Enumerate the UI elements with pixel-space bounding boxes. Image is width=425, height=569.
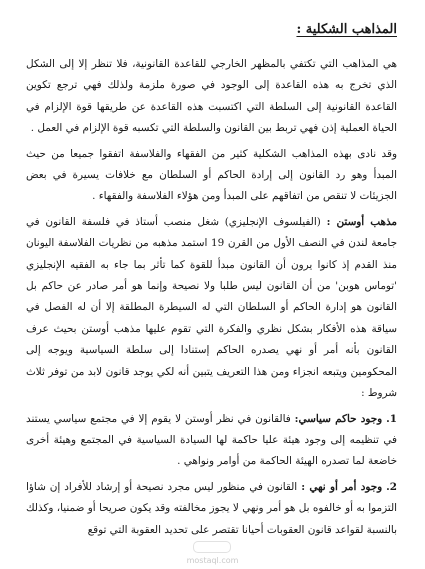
section-title: المذاهب الشكلية : [296, 22, 397, 37]
condition-2-number: 2. [386, 480, 397, 493]
condition-1-number: 1. [386, 412, 397, 425]
austin-heading: مذهب أوستن : [326, 215, 397, 228]
condition-2-text: القانون في منظور ليس مجرد نصيحة أو إرشاد للأفراد إن شاؤا التزموا به أو خالفوه بل هو أمر ونهي لا يجوز مخالفته وقد يكون صريحا أو ضمنيا، وكذلك بالنسبة لقواعد قانون العقوبات أحيانا تقتصر على تحديد العقوبة التي توقع [26, 480, 397, 536]
paragraph-intro: هي المذاهب التي تكتفي بالمظهر الخارجي للقاعدة القانونية، فلا تنظر إلا إلى الشكل الذي تخرج به هذه القاعدة إلى الوجود في صورة ملزمة ولذلك فهي ترجع تكوين القاعدة القانونية إلى السلطة التي اكتسبت هذه القاعدة عن طريقها قوة الإلزام في الحياة العملية إذن فهي تربط بين القانون والسلطة التي تكسبه قوة الإلزام في العمل . [26, 58, 397, 135]
austin-text: (الفيلسوف الإنجليزي) شغل منصب أستاذ في فلسفة القانون في جامعة لندن في النصف الأول من القرن 19 استمد مذهبه من نظريات الفلاسفة اليونان منذ القدم إذ كانوا يرون أن القانون مبدأ للقوة كما تأثر بما جاء به الفقيه الإنجليزي 'توماس هوبن' من أن القانون ليس طلبا ولا نصيحة وإنما هو أمر صادر عن حاكم بل القانون هو إدارة الحاكم أو السلطان التي له السيطرة المطلقة إلا أن له الفصل في سياقة هذه الأفكار بشكل نظري والفكرة التي تقوم عليها مذهب أوستن بحيث عرف القانون بأنه أمر أو نهي يصدره الحاكم إستنادا إلى سلطة السياسية ويوجه إلى المحكومين ويتبعه انجزاء ومن هذا التعريف يتبين أنه لكي يوجد قانون لابد من توفر ثلاث شروط : [26, 215, 397, 400]
paragraph-proponents: وقد نادى بهذه المذاهب الشكلية كثير من الفقهاء والفلاسفة اتفقوا جميعا من حيث المبدأ وهو رد القانون إلى إرادة الحاكم أو السلطان مع خلافات يسيرة في بعض الجزيئات لا تنقص من اتفاقهم على المبدأ ومن هؤلاء الفلاسفة والفقهاء . [26, 147, 397, 203]
watermark-text: mostaql.com [186, 556, 239, 565]
condition-1-heading: وجود حاكم سياسي: [294, 412, 383, 425]
condition-1 [26, 409, 397, 473]
document-body [26, 22, 397, 541]
condition-2 [26, 477, 397, 541]
condition-1-text: فالقانون في نظر أوستن لا يقوم إلا في مجتمع سياسي يستند في تنظيمه إلى وجود هيئة عليا حاكمة لها السيادة السياسية في المجتمع وهيئة أخرى خاضعة لما تصدره الهيئة الحاكمة من أوامر ونواهي . [26, 412, 397, 468]
paragraph-austin [26, 212, 397, 405]
condition-2-heading: وجود أمر أو نهي : [301, 480, 383, 493]
watermark-logo-icon [193, 541, 231, 553]
